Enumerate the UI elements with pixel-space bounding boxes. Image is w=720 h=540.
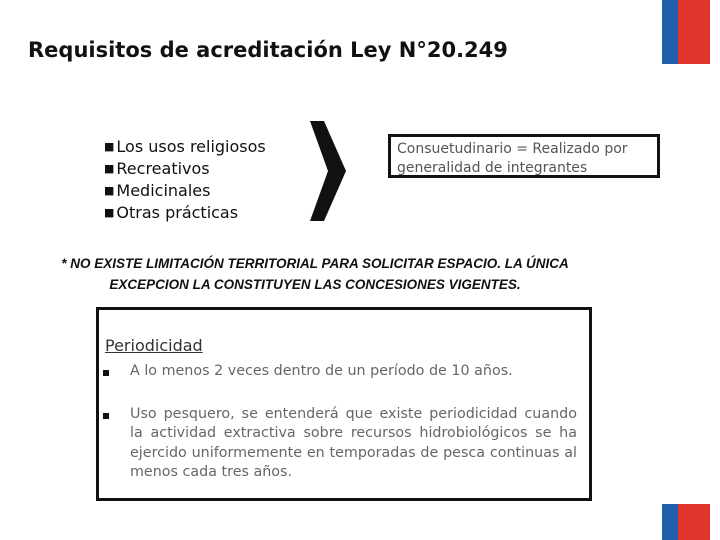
flag-decoration-top	[662, 0, 710, 64]
chevron-right-icon	[310, 121, 346, 221]
bullet-icon: ■	[104, 206, 115, 219]
bullet-icon	[103, 413, 109, 419]
definition-box: Consuetudinario = Realizado por generalidad de integrantes	[388, 134, 660, 178]
flag-blue-stripe	[662, 0, 678, 64]
list-item: ■ Recreativos	[104, 159, 210, 178]
flag-blue-stripe	[662, 504, 678, 540]
bullet-icon: ■	[104, 184, 115, 197]
list-item: ■ Los usos religiosos	[104, 137, 266, 156]
periodicity-title: Periodicidad	[105, 336, 203, 355]
periodicity-item: Uso pesquero, se entenderá que existe periodicidad cuando la actividad extractiva sobre recursos hidrobiológicos se ha ejercido uniformemente en temporadas de pesca continuas al menos cada tres años.	[99, 405, 577, 482]
uses-list	[104, 136, 266, 224]
flag-red-stripe	[678, 0, 710, 64]
bullet-icon	[103, 370, 109, 376]
bullet-icon: ■	[104, 162, 115, 175]
flag-decoration-bottom	[662, 504, 710, 540]
periodicity-box	[96, 307, 592, 501]
page-title: Requisitos de acreditación Ley N°20.249	[28, 38, 508, 62]
flag-red-stripe	[678, 504, 710, 540]
list-item: ■ Medicinales	[104, 181, 211, 200]
periodicity-item: A lo menos 2 veces dentro de un período de 10 años.	[99, 362, 577, 381]
territorial-note: * NO EXISTE LIMITACIÓN TERRITORIAL PARA SOLICITAR ESPACIO. LA ÚNICA EXCEPCION LA CONSTITUYEN LAS CONCESIONES VIGENTES.	[61, 256, 569, 292]
list-item: ■ Otras prácticas	[104, 203, 239, 222]
bullet-icon: ■	[104, 140, 115, 153]
